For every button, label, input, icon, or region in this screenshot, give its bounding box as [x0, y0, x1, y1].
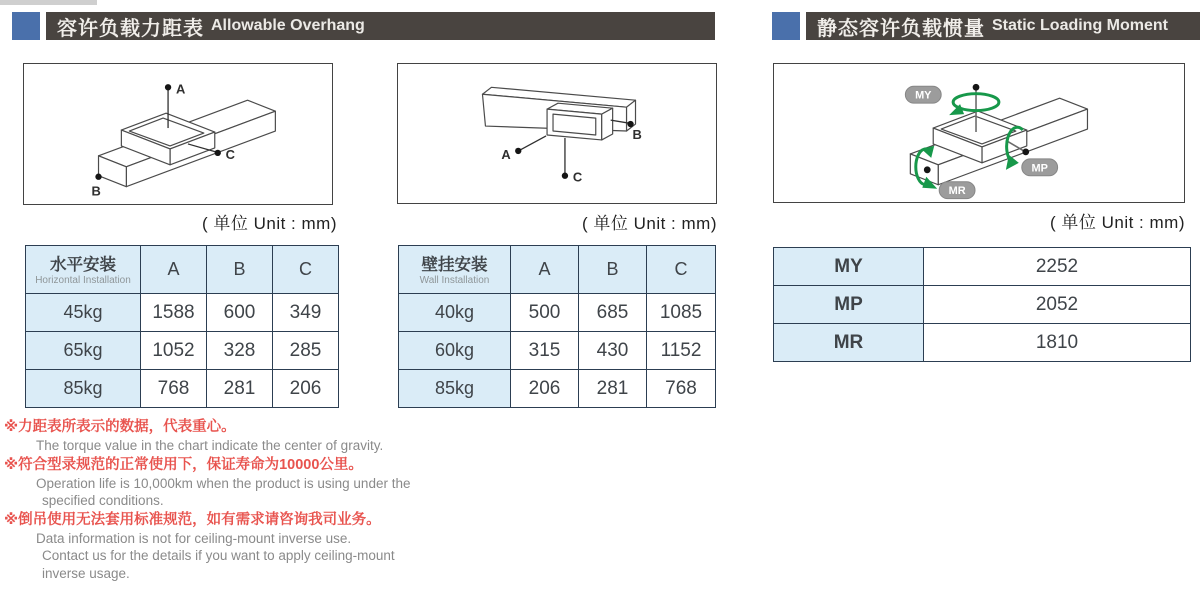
row-label: 60kg [399, 332, 511, 370]
wall-installation-diagram [398, 64, 716, 203]
table-header-row [26, 246, 339, 294]
dim-label-b: B [632, 126, 642, 142]
row-label: 45kg [26, 294, 141, 332]
table-cell: 2052 [924, 286, 1191, 324]
moment-title-en: Static Loading Moment [992, 17, 1168, 34]
my-axis-label: MY [915, 89, 932, 102]
horizontal-diagram-box [23, 63, 333, 205]
footnote [4, 455, 504, 510]
footnote-en: Operation life is 10,000km when the product is using under the [36, 475, 411, 491]
overhang-title-en: Allowable Overhang [211, 17, 365, 34]
table-row [26, 294, 339, 332]
point-marker [165, 84, 171, 90]
footnote [4, 510, 504, 583]
table-cell: 1052 [141, 332, 207, 370]
point-marker [1022, 149, 1029, 156]
dim-label-c: C [572, 169, 583, 185]
marker-c [562, 138, 582, 185]
unit-label: ( 单位 Unit : mm) [582, 214, 717, 233]
table-title-cell [399, 246, 511, 294]
static-moment-diagram [774, 64, 1184, 202]
table-cell: 430 [579, 332, 647, 370]
table-cell: 685 [579, 294, 647, 332]
footnote-zh: ※倒吊使用无法套用标准规范，如有需求请咨询我司业务。 [4, 511, 381, 528]
footnote-en: Contact us for the details if you want to apply ceiling-mount [42, 548, 395, 563]
unit-label: ( 单位 Unit : mm) [202, 214, 337, 233]
row-label: MY [774, 248, 924, 286]
table-cell: 1152 [647, 332, 716, 370]
footnote [4, 417, 504, 455]
column-header: B [207, 246, 273, 294]
header-accent-square [12, 12, 40, 40]
header-accent-square [772, 12, 800, 40]
table-title-en: Horizontal Installation [35, 274, 131, 286]
header-bar [46, 12, 715, 40]
point-marker [924, 166, 931, 173]
column-header: C [273, 246, 339, 294]
table-cell: 600 [207, 294, 273, 332]
static-moment-table [773, 247, 1191, 362]
marker-a [501, 136, 546, 162]
row-label: 85kg [26, 370, 141, 408]
table-cell: 1810 [924, 324, 1191, 362]
column-header: C [647, 246, 716, 294]
point-marker [973, 84, 980, 91]
table-cell: 281 [207, 370, 273, 408]
table-cell: 206 [511, 370, 579, 408]
row-label: MR [774, 324, 924, 362]
table-row [774, 286, 1191, 324]
table-cell: 281 [579, 370, 647, 408]
column-header: B [579, 246, 647, 294]
footnote-zh: ※力距表所表示的数据，代表重心。 [4, 419, 236, 435]
table-title-cell [26, 246, 141, 294]
point-marker [515, 148, 521, 154]
row-label: 65kg [26, 332, 141, 370]
dim-label-a: A [176, 81, 186, 97]
point-marker [562, 173, 568, 179]
table-cell: 500 [511, 294, 579, 332]
table-header-row [399, 246, 716, 294]
table-cell: 2252 [924, 248, 1191, 286]
table-row [26, 332, 339, 370]
footnote-en: inverse usage. [42, 565, 130, 581]
column-header: A [141, 246, 207, 294]
table-row [774, 248, 1191, 286]
horizontal-installation-table [25, 245, 339, 408]
footnote-zh: ※符合型录规范的正常使用下，保证寿命为10000公里。 [4, 456, 363, 473]
unit-label: ( 单位 Unit : mm) [1050, 213, 1185, 232]
table-cell: 768 [647, 370, 716, 408]
table-cell: 315 [511, 332, 579, 370]
moment-section-header [772, 12, 1200, 40]
point-marker [215, 150, 221, 156]
table-cell: 349 [273, 294, 339, 332]
mp-axis-label: MP [1031, 162, 1048, 175]
table-row [774, 324, 1191, 362]
table-row [399, 370, 716, 408]
footnote-en: specified conditions. [42, 493, 164, 508]
row-label: 85kg [399, 370, 511, 408]
table-cell: 285 [273, 332, 339, 370]
mr-axis-label: MR [948, 185, 966, 198]
page-edge-strip [0, 0, 97, 5]
table-title-zh: 水平安装 [50, 255, 116, 274]
slider-block [547, 103, 613, 140]
moment-title-zh: 静态容许负载惯量 [817, 17, 985, 40]
wall-diagram-box [397, 63, 717, 204]
wall-installation-table [398, 245, 716, 408]
dim-label-b: B [91, 183, 101, 199]
point-marker [95, 174, 101, 180]
footnotes [4, 417, 504, 582]
table-cell: 206 [273, 370, 339, 408]
overhang-title-zh: 容许负载力距表 [57, 17, 204, 40]
moment-diagram-box [773, 63, 1185, 203]
table-row [399, 332, 716, 370]
table-row [26, 370, 339, 408]
row-label: MP [774, 286, 924, 324]
footnote-en: The torque value in the chart indicate the center of gravity. [36, 438, 384, 453]
footnote-en: Data information is not for ceiling-mount inverse use. [36, 530, 352, 546]
marker-b [92, 174, 102, 199]
table-cell: 1588 [141, 294, 207, 332]
column-header: A [511, 246, 579, 294]
table-cell: 1085 [647, 294, 716, 332]
row-label: 40kg [399, 294, 511, 332]
table-cell: 328 [207, 332, 273, 370]
table-title-en: Wall Installation [419, 274, 490, 286]
table-cell: 768 [141, 370, 207, 408]
dim-label-c: C [225, 146, 236, 162]
table-title-zh: 壁挂安装 [421, 255, 488, 274]
horizontal-installation-diagram [24, 64, 332, 204]
dim-label-a: A [501, 146, 511, 162]
table-row [399, 294, 716, 332]
overhang-section-header [12, 12, 715, 40]
header-bar [806, 12, 1200, 40]
